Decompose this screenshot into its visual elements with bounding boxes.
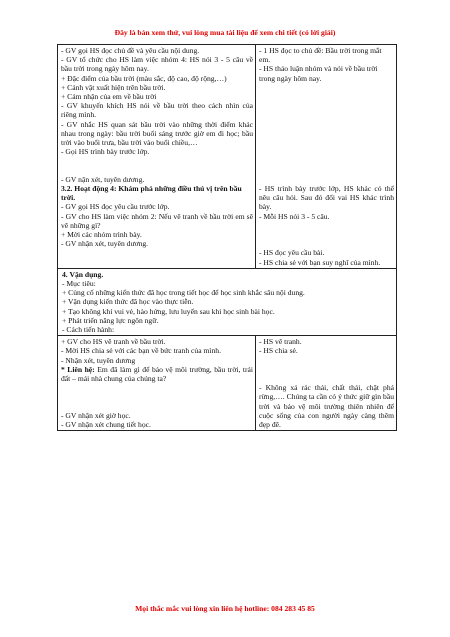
text-line: - HS trình bày trước lớp, HS khác có thể nêu câu hỏi. Sau đó đổi vai HS khác trình bày. bbox=[259, 184, 394, 212]
teacher-activities-cell bbox=[58, 336, 256, 431]
text-line: - GV gọi HS đọc chủ đề và yêu cầu nội dung. bbox=[61, 46, 200, 55]
text-line: + Mời các nhóm trình bày. bbox=[61, 230, 142, 240]
lien-he-label: * Liên hệ: bbox=[61, 364, 95, 374]
text-line: + GV cho HS vẽ tranh về bầu trời. bbox=[61, 337, 166, 347]
text-line: - Không xả rác thải, chất thải, chặt phá rừng,…. Chúng ta cần có ý thức giữ gìn bầu trời và bảo vệ môi trường thiên nhiên để cuộc sống của con người ngày càng thêm đẹp đẽ. bbox=[259, 383, 394, 430]
text-line: - HS đọc yêu cầu bài. bbox=[259, 248, 325, 258]
text-line: - GV nận xét, tuyên dương. bbox=[61, 174, 145, 184]
text-line: + Cảm nhận của em về bầu trời bbox=[61, 92, 157, 102]
text-line: - GV gọi HS đọc yêu cầu trước lớp. bbox=[61, 202, 170, 212]
text-line: + Vận dụng kiến thức đã học vào thực tiễn. bbox=[62, 297, 194, 307]
text-line: - GV nhận xét, tuyên dương. bbox=[61, 239, 149, 249]
student-activities-cell bbox=[256, 45, 397, 269]
text-line: - GV cho HS làm việc nhóm 2: Nếu vẽ tranh về bầu trời em sẽ vẽ những gì? bbox=[61, 211, 253, 230]
table-row bbox=[58, 45, 397, 269]
header-notice: Đây là bản xem thử, vui lòng mua tài liệu để xem chi tiết (có lời giải) bbox=[114, 28, 336, 37]
text-line: + Phát triển năng lực ngôn ngữ. bbox=[62, 315, 159, 325]
text-line: + Củng cố những kiến thức đã học trong tiết học để học sinh khắc sâu nội dung. bbox=[62, 288, 305, 298]
text-line: + Cảnh vật xuất hiện trên bầu trời. bbox=[61, 82, 166, 92]
text-line: - Gọi HS trình bày trước lớp. bbox=[61, 147, 150, 157]
text-line: - GV khuyến khích HS nói về bầu trời theo cách nhìn của riêng mình. bbox=[61, 101, 253, 120]
text-line: + Đặc điểm của bầu trời (màu sắc, độ cao, độ rộng,…) bbox=[61, 73, 227, 83]
lien-he-text: Em đã làm gì để bảo vệ môi trường, bầu trời, trái đất – mái nhà chung của chúng ta? bbox=[61, 364, 253, 384]
application-cell bbox=[58, 268, 397, 335]
text-line: - GV nhận xét chung tiết học. bbox=[61, 420, 151, 430]
text-line: - GV nhận xét giờ học. bbox=[61, 410, 131, 420]
text-line: - HS chia sẻ với bạn suy nghĩ của mình. bbox=[259, 257, 381, 267]
text-line: - Mỗi HS nói 3 - 5 câu. bbox=[259, 211, 330, 221]
lesson-plan-table bbox=[57, 44, 397, 431]
text-line: - Nhận xét, tuyên dương bbox=[61, 355, 136, 365]
text-line: - HS vẽ tranh. bbox=[259, 337, 302, 347]
teacher-activities-cell bbox=[58, 45, 256, 269]
student-activities-cell bbox=[256, 336, 397, 431]
text-line: - GV nhắc HS quan sát bầu trời vào những thời điểm khác nhau trong ngày: bầu trời buổi sáng trước giờ em đi học; bầu trời vào buổi trưa, bầu trời vào buổi chiều,… bbox=[61, 119, 253, 148]
section-heading: 3.2. Hoạt động 4: Khám phá những điều thú vị trên bầu trời. bbox=[61, 184, 242, 203]
text-line: - GV tổ chức cho HS làm việc nhóm 4: HS nói 3 - 5 câu về bầu trời trong ngày hôm nay. bbox=[61, 55, 253, 74]
footer-notice: Mọi thắc mắc vui lòng xin liên hệ hotline: 084 283 45 85 bbox=[135, 604, 315, 613]
text-line: - 1 HS đọc to chủ đề: Bầu trời trong mắt em. bbox=[259, 46, 382, 65]
text-line: - HS chia sẻ. bbox=[259, 346, 298, 356]
text-line: - HS thảo luận nhóm và nói về bầu trời trong ngày hôm nay. bbox=[259, 64, 378, 83]
text-line bbox=[61, 365, 253, 383]
text-line: - Mời HS chia sẻ với các bạn về bức tranh của mình. bbox=[61, 346, 221, 356]
table-row bbox=[58, 268, 397, 335]
text-line: - Mục tiêu: bbox=[62, 279, 96, 289]
table-row bbox=[58, 336, 397, 431]
text-line: - Cách tiến hành: bbox=[62, 325, 115, 335]
section-heading: 4. Vận dụng. bbox=[62, 269, 104, 279]
text-line: + Tạo không khí vui vẻ, hào hứng, lưu luyến sau khi học sinh bài học. bbox=[62, 306, 275, 316]
